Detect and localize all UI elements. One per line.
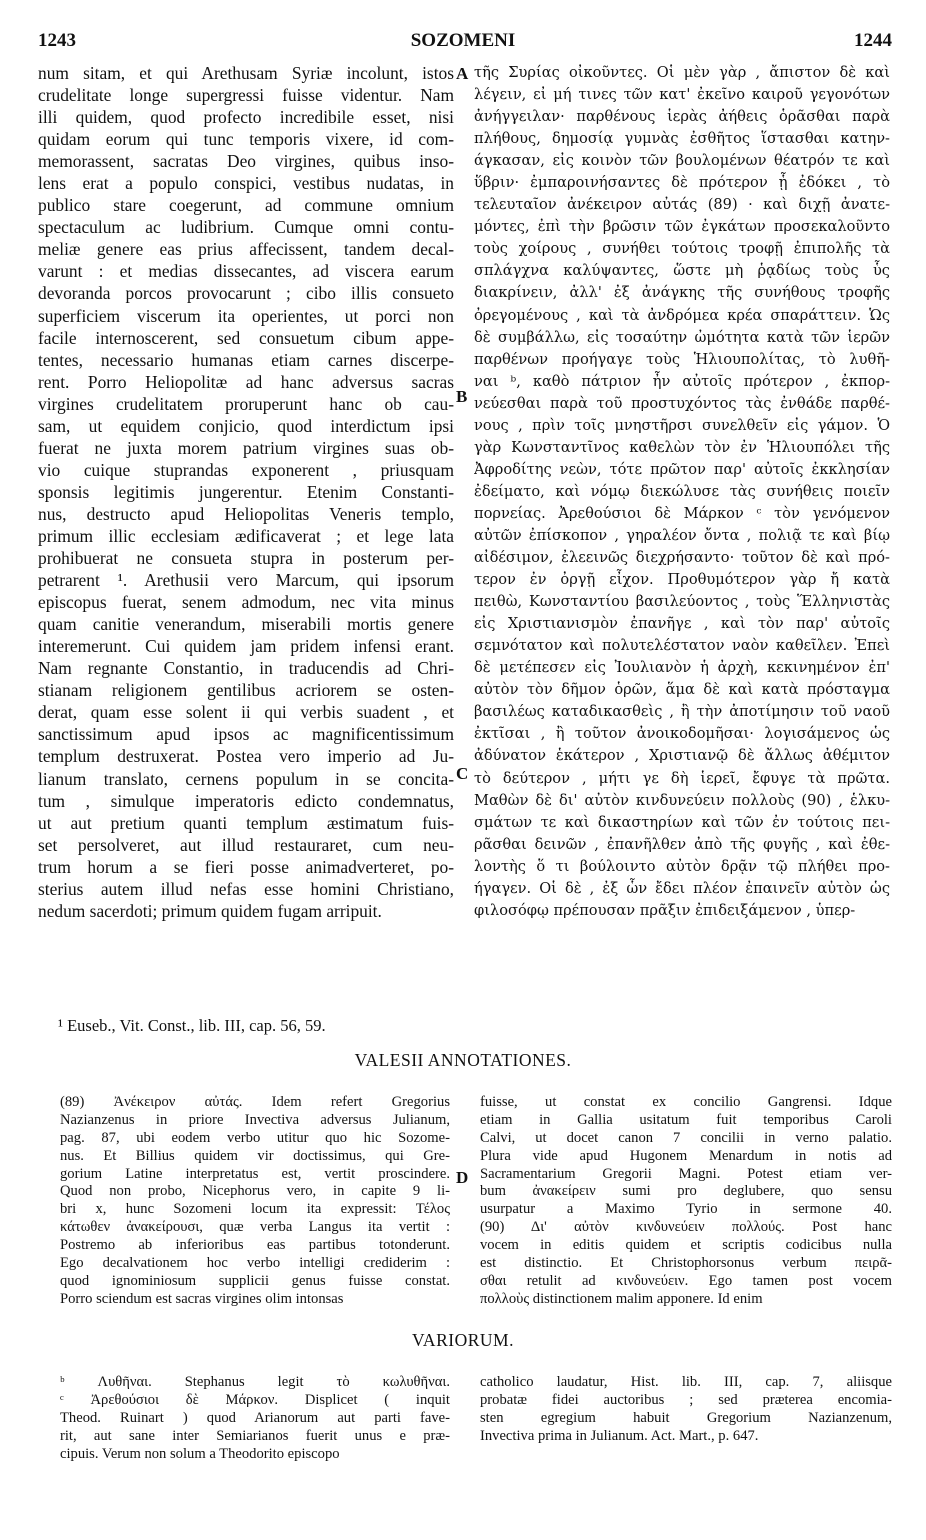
greek-text-line: αἰδέσιμον, ἐλεεινῶς διεχρήσαντο· τοῦτον δὲ καὶ πρό- [474,549,890,567]
greek-text-line: φιλοσόφῳ πρέπουσαν πρᾶξιν ἐπιδειξάμενον , ὑπερ- [474,901,856,919]
latin-text-line: rent. Porro Heliopolitæ ad hanc adversus sacras [38,371,454,392]
annotation-line: quod ignominiosum supplicii genus fuisse constat. [60,1272,450,1289]
greek-text-line: ἀδύνατον ἑκάτερον , Χριστιανῷ δὲ ἄλλως ἀθέμιτον [474,747,890,765]
greek-text-line: ὀρεγομένους , καὶ τὰ ἀνδρόμεα κρέα σπαράττειν. Ὡς [474,306,890,324]
footnote: ¹ Euseb., Vit. Const., lib. III, cap. 56, 59. [58,1016,326,1035]
variorum-right-column [480,1374,892,1446]
variorum-line: ᵇ Λυθῆναι. Stephanus legit τὸ κωλυθῆναι. [60,1374,450,1390]
greek-text-line: εἰς Χριστιανισμὸν ἐπανῆγε , καὶ τὸν παρ' αὐτοῖς [474,615,890,633]
variorum-line: cipuis. Verum non solum a Theodorito episcopo [60,1445,340,1462]
greek-text-line: αὐτῶν ἐπίσκοπον , γηραλέον ὄντα , πολιᾷ τε καὶ βίῳ [474,526,890,544]
latin-text-line: prohibuerat ne consueta stupra in posterum per- [38,548,454,569]
greek-text-line: νεύεσθαι παρὰ τοῦ προστυχόντος τὰς ἐνθάδε παρθέ- [474,394,890,412]
page-number-left: 1243 [38,30,76,51]
running-title: SOZOMENI [410,30,516,51]
greek-text-line: τὸ δεύτερον , μήτι γε δὴ ἱερεῖ, ἔφυγε τὰ πρῶτα. [474,769,890,787]
latin-text-line: Nam regnante Constantio, in traducendis ad Chri- [38,658,454,679]
variorum-line: ᶜ Ἀρεθούσιοι δὲ Μάρκον. Displicet ( inquit [60,1391,450,1408]
greek-text-line: τοὺς χοίρους , συνήθει τούτοις τροφῇ ἐπιπολῆς τὰ [474,240,890,258]
latin-text-line: sterius autem illud nefas esse homini Christiano, [38,878,454,899]
greek-text-line: γὰρ Κωνσταντῖνος καθελὼν τὸν ἐν Ἡλιουπόλει τῆς [474,438,890,456]
greek-text-line: δὲ μετέπεσεν εἰς Ἰουλιανὸν ἡ ἀρχὴ, κεκινημένον ἐπ' [474,659,890,677]
margin-marker-a: A [456,64,469,83]
latin-text-line: fuerat ne juxta morem patrium virgines suas ob- [38,437,454,458]
annotation-line: Plura vide apud Hugonem Menardum in notis ad [480,1147,892,1164]
variorum-line: Invectiva prima in Julianum. Act. Mart., p. 647. [480,1427,759,1444]
greek-text-line: ρᾶσθαι δεινῶν , ἐπανῆλθεν ἀπὸ τῆς φυγῆς , καὶ ἐθε- [474,835,890,853]
greek-text-line: διακρίνειν, ἀλλ' ἐξ ἀνάγκης τῆς συνήθους τροφῆς [474,284,890,302]
margin-marker-b: B [456,387,468,406]
latin-text-line: tum , simulque imperatoris edicto condemnatus, [38,790,454,811]
variorum-left-column [60,1374,450,1463]
annotation-line: Sacramentarium Gregorii Magni. Potest etiam ver- [480,1165,892,1182]
greek-text-line: βασιλέως καταδικασθεὶς , ἢ τὴν ἀποτίμησιν τοῦ ναοῦ [474,703,890,721]
greek-text-line: σμάτων τε καὶ δικαστηρίων καὶ τῶν ἐν τούτοις πει- [474,813,890,831]
latin-text-line: sponsis legitimis jungerentur. Etenim Constanti- [38,481,454,502]
greek-text-line: Μαθὼν δὲ δι' αὐτὸν κινδυνεύειν πολλοὺς (90) , ἑλκυ- [474,791,890,809]
annotation-line: Quod non probo, Nicephorus vero, in capite 9 li- [60,1183,450,1200]
latin-text-line: lianum translato, cernens populum in se concita- [38,768,454,789]
greek-text-line: νους , πρὶν τοῖς μνηστῆρσι συνελθεῖν εἰς γάμον. Ὁ [474,416,890,434]
annotation-line: πολλοὺς distinctionem malim apponere. Id enim [480,1290,763,1307]
valesii-heading: VALESII ANNOTATIONES. [354,1050,572,1070]
annotation-line: fuisse, ut constat ex concilio Gangrensi. Idque [480,1094,892,1110]
annotation-line: nus. Et Billius quidem vir doctissimus, qui Gre- [60,1147,450,1164]
latin-text-line: trum horum a se fieri posse animadverteret, po- [38,856,454,877]
greek-text-line: ἐκτῖσαι , ἢ τοῦτον ἀνοικοδομῆσαι· λογισάμενος ὡς [474,725,890,743]
annotation-line: gorium Latine interpretatus est, vertit proscindere. [60,1165,450,1182]
latin-text-line: nus, destructo apud Heliopolitas Veneris templo, [38,503,454,524]
greek-text-line: ναι ᵇ, καθὸ πάτριον ἦν αὐτοῖς πρότερον , ἐκπορ- [474,372,890,390]
variorum-line: rit, aut sane inter Semiarianos fuerit unus e præ- [60,1427,450,1444]
greek-text-line: Ἀφροδίτης νεὼν, τότε πρῶτον παρ' αὐτοῖς ἐκκλησίαν [474,460,890,478]
greek-text-line: λοντὴς ὅ τι βούλοιντο αὐτὸν δρᾷν τῷ πλήθει προ- [474,857,890,875]
latin-text-line: num sitam, et qui Arethusam Syriæ incolunt, istos [38,63,454,83]
greek-text-line: ἐδείματο, καὶ νόμῳ διεκώλυσε τὰς συνήθεις ποιεῖν [474,482,890,500]
latin-text-line: spectaculum ac ludibrium. Cumque omni contu- [38,217,454,238]
latin-text-line: devoranda porcos provocarunt ; cibo illis consueto [38,283,454,304]
annotation-line: Postremo ab inferioribus eas partibus totonderunt. [60,1237,450,1254]
latin-text-line: memorassent, sacratas Deo virgines, quibus inso- [38,151,454,172]
latin-text-line: meliæ genere eas prius affecissent, tandem decal- [38,239,454,260]
greek-text-line: πειθὼ, Κωνσταντίου βασιλεύοντος , τοὺς Ἕλληνιστὰς [474,593,890,611]
annotation-line: pag. 87, ubi eodem verbo utitur quo hic Sozome- [60,1129,450,1146]
variorum-line: catholico laudatur, Hist. lib. III, cap. 7, aliisque [480,1374,892,1390]
margin-marker-c: C [456,764,469,783]
annotation-line: (89) Ἀνέκειρον αὐτάς. Idem refert Gregorius [60,1094,450,1110]
latin-text-line: tentes, necessario humanas etiam carnes discerpe- [38,349,454,370]
greek-text-line: τῆς Συρίας οἰκοῦντες. Οἱ μὲν γὰρ , ἄπιστον δὲ καὶ [474,64,890,81]
latin-text-line: facile internoscerent, sed consuetum cibum appe- [38,327,454,348]
page-number-right: 1244 [854,30,892,51]
latin-text-line: petrarent ¹. Arethusii vero Marcum, qui ipsorum [38,570,454,591]
greek-text-line: σπλάγχνα καλύψαντες, ὥστε μὴ ῥᾳδίως τοὺς ὗς [474,262,890,280]
latin-text-line: primum illic ecclesiam ædificaverat ; et lege lata [38,525,454,546]
greek-column [474,62,890,922]
latin-text-line: quidam eorum qui tunc temporis vixere, id com- [38,129,454,150]
latin-column [38,62,454,922]
greek-text-line: δὲ συμβάλλω, εἰς τοσαύτην ὠμότητα κατὰ τῶν ἱερῶν [474,328,890,346]
greek-text-line: σεμνότατον καὶ πολυτελέστατον ναὸν καθεῖλεν. Ἐπεὶ [474,637,890,655]
latin-text-line: quam canitie venerandum, miserabili mortis genere [38,614,454,635]
annotation-line: σθαι retulit ad κινδυνεύειν. Ego tamen post vocem [480,1272,892,1289]
latin-text-line: crudelitate longe supergressi fuisse videntur. Nam [38,85,454,106]
greek-text-line: πορνείας. Ἀρεθούσιοι δὲ Μάρκον ᶜ τὸν γενόμενον [474,504,890,522]
latin-text-line: superficiem viscerum ita operientes, ut porci non [38,305,454,326]
greek-text-line: ὕβριν· ἐμπαροινήσαντες δὲ πρότερον ᾗ ἐδόκει , τὸ [474,174,890,192]
margin-marker-d: D [456,1168,469,1187]
latin-text-line: varunt : et medias dissecantes, ad viscera earum [38,261,454,282]
annotation-line: bri x, hunc Sozomeni locum ita expressit: Τέλος [60,1201,450,1218]
annotation-line: vocem in editis quidem et scriptis codicibus nulla [480,1237,892,1254]
latin-text-line: lens erat a populo conspici, vestibus nudatas, in [38,173,454,194]
valesii-left-column [60,1094,450,1309]
latin-text-line: sam, ut equidem conjicio, quod interdictum ipsi [38,415,454,436]
valesii-right-column [480,1094,892,1309]
latin-text-line: episcopus fuerat, senem admodum, nec vita minus [38,592,454,613]
greek-text-line: μόντες, ἐπὶ τὴν βρῶσιν τῶν ἐγκάτων προσεκαλοῦντο [474,218,890,236]
variorum-line: Theod. Ruinart ) quod Arianorum aut parti fave- [60,1409,450,1426]
latin-text-line: publico stare coegerunt, ad commune omnium [38,195,454,216]
greek-text-line: λέγειν, εἰ μή τινες τῶν κατ' ἐκεῖνο καιροῦ γεγονότων [474,86,890,104]
annotation-line: κάτωθεν ἀνακείρουσι, quæ verba Langus ita vertit : [60,1219,450,1236]
latin-text-line: virgines crudelitatem proruperunt hanc ob cau- [38,393,454,414]
latin-text-line: illi quidem, quod profecto incredibile esset, nisi [38,107,454,128]
annotation-line: etiam in Gallia usitatum fuit temporibus Caroli [480,1111,892,1128]
latin-text-line: templum destruxerat. Postea vero imperio ad Ju- [38,746,454,767]
latin-text-line: set persolveret, aut illud restauraret, cum neu- [38,834,454,855]
latin-text-line: interemerunt. Cui quidem jam pridem infensi erant. [38,636,454,657]
greek-text-line: άγκασαν, εἰς κοινὸν τῶν βουλομένων θέατρόν τε καὶ [474,152,890,170]
latin-text-line: vio cuique stuprandas exponerent , priusquam [38,459,454,480]
greek-text-line: τελευταῖον ἀνέκειρον αὐτάς (89) · καὶ διχῇ ἀνατε- [474,196,890,214]
latin-text-line: stianam religionem gentilibus acriorem se osten- [38,680,454,701]
annotation-line: Nazianzenus in priore Invectiva adversus Julianum, [60,1111,450,1128]
greek-text-line: ἀνήγγειλαν· παρθένους ἱερὰς ἀήθεις ὁρᾶσθαι παρὰ [474,108,890,126]
annotation-line: Calvi, ut docet canon 7 concilii in verno palatio. [480,1129,892,1146]
annotation-line: (90) Δι' αὐτὸν κινδυνεύειν πολλούς. Post hanc [480,1219,892,1236]
latin-text-line: derat, quam esse solent ii qui verbis suadent , et [38,702,454,723]
annotation-line: est distinctio. Et Christophorsonus verbum πειρᾶ- [480,1255,892,1272]
greek-text-line: πλήθους, δημοσίᾳ γυμνὰς ἐσθῆτος ἵστασθαι κατην- [474,130,890,148]
greek-text-line: τερον ἐν ὀργῇ εἶχον. Προθυμότερον γὰρ ἤ κατὰ [474,571,890,589]
annotation-line: bum ἀνακείρειν sumi pro deglubere, quo sensu [480,1183,892,1200]
greek-text-line: αὐτὸν τὸν δῆμον ὁρῶν, ἅμα δὲ καὶ κατὰ πρόσταγμα [474,681,890,699]
greek-text-line: παρθένων προήγαγε τοὺς Ἡλιουπολίτας, τὸ λυθῆ- [474,350,890,368]
latin-text-line: nedum sacerdoti; primum quidem fugam arripuit. [38,900,382,921]
annotation-line: Ego decalvationem hoc verbo intelligi crediderim : [60,1255,450,1272]
annotation-line: usurpatur a Maximo Tyrio in sermone 40. [480,1201,892,1218]
greek-text-line: ήγαγεν. Οἱ δὲ , ἐξ ὧν ἔδει πλέον ἐπαινεῖν αὐτὸν ὡς [474,879,890,897]
latin-text-line: sanctissimum apud ipsos ac magnificentissimum [38,724,454,745]
latin-text-line: ut aut pretium quanti templum æstimatum fuis- [38,812,454,833]
annotation-line: Porro sciendum est sacras virgines olim intonsas [60,1290,344,1307]
variorum-line: probatæ fidei auctoribus ; sed præterea encomia- [480,1391,892,1408]
variorum-heading: VARIORUM. [412,1330,514,1350]
variorum-line: sten egregium habuit Gregorium Nazianzenum, [480,1409,892,1426]
